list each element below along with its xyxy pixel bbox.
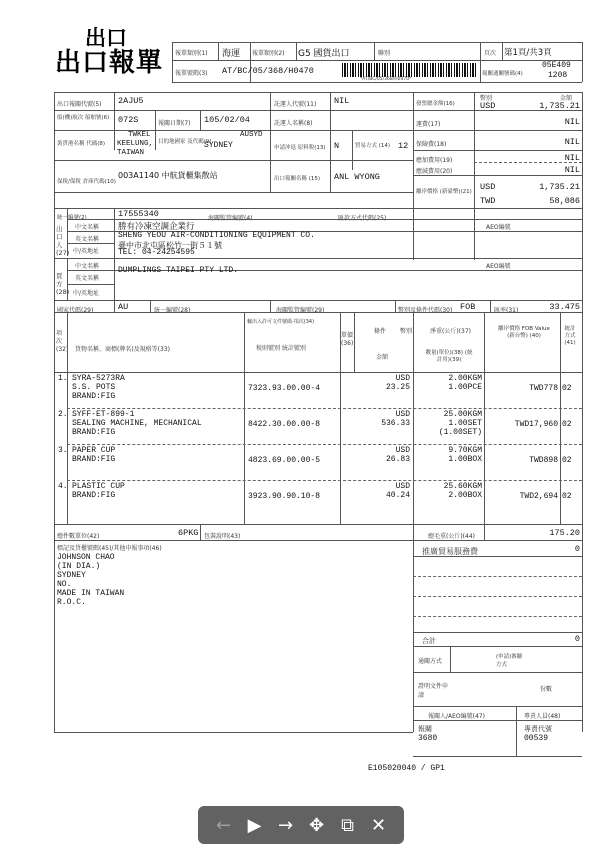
item-number: 2.: [58, 410, 68, 419]
aeo-buyer: AEO編號: [486, 263, 511, 270]
marks-line-1: JOHNSON CHAO: [57, 553, 115, 562]
amount-header: 金額: [376, 354, 389, 361]
type-label: 報單類別(2): [252, 50, 285, 57]
viewer-toolbar: [198, 806, 404, 844]
item-weight: 25.60KGM: [443, 482, 482, 491]
uniform2-label: 海關監管編號(4): [208, 215, 253, 222]
item-desc-3: BRAND:FIG: [72, 428, 116, 437]
date-label: 報關日期(7): [158, 120, 191, 127]
port-load-country: TAIWAN: [117, 149, 145, 157]
seller-tel: TEL: 04-24254595: [118, 248, 195, 257]
item-method: 02: [562, 492, 572, 501]
apply-value: N: [334, 141, 340, 151]
fob-total-value: 1,735.21: [539, 182, 580, 192]
vessel-label: 船(機)航次 船舶號(6): [57, 115, 110, 121]
rule: [67, 284, 114, 285]
rule: [395, 300, 396, 312]
rule: [474, 92, 475, 260]
item-method: 02: [562, 384, 572, 393]
rule: [413, 616, 582, 617]
rule: [54, 524, 582, 525]
item-number: 4.: [58, 482, 68, 491]
port-load-code: TWKEL: [128, 131, 151, 139]
title-big: 出口報單: [55, 48, 164, 78]
rule: [54, 258, 582, 259]
rule: [114, 208, 115, 312]
rule: [54, 372, 582, 373]
rule: [352, 130, 353, 170]
sub-label: 聯別: [378, 50, 391, 57]
barcode-text: *AT/BC/05/368/H0470*: [360, 77, 412, 82]
export-name-value: ANL WYONG: [334, 172, 380, 182]
transit-label: 保稅/保稅 倉庫代碼(10): [57, 179, 116, 185]
item-ccc-code: 4823.69.00.00-5: [248, 456, 321, 465]
insurance-label: 保險費(18): [416, 141, 447, 148]
uniform3-label: 統一編號(28): [154, 307, 191, 314]
rule: [244, 312, 245, 524]
rate-value: 33.475: [549, 302, 580, 312]
trade-label: 貿易方式 (14): [355, 143, 391, 149]
staff-label: 專責人員(48): [524, 713, 561, 720]
copies-label: 份數: [540, 686, 553, 693]
fob-total-label: 離岸價格 (新臺幣)(21): [416, 189, 472, 195]
desc-header: 貨物名稱、商標(牌名)及規格等(33): [75, 346, 170, 353]
seller-addr-value: 臺中市北屯區松竹一街５１號: [118, 241, 222, 250]
rule: [54, 732, 413, 733]
item-currency: USD: [395, 482, 410, 491]
marks-line-4: NO.: [57, 580, 72, 589]
item-quantity: 2.00BOX: [448, 491, 482, 500]
item-currency: USD: [395, 446, 410, 455]
qty-header: 數量(單位)(38) (統計用)(39): [425, 350, 473, 363]
fob-currency: USD: [480, 101, 496, 111]
inspect-label: 海關監管編號(29): [276, 307, 325, 314]
clearance-method-label: 通關方式: [418, 658, 443, 665]
shipper-code-label: 託運人代號(11): [274, 101, 317, 108]
fob-value: 1,735.21: [539, 101, 580, 111]
seller-side-label: 出口人(27): [56, 225, 70, 257]
item-weight: 9.70KGM: [448, 446, 482, 455]
fob-label: 發票總金額(16): [416, 101, 455, 107]
rule: [54, 110, 413, 111]
item-desc-2: BRAND:FIG: [72, 491, 116, 500]
shipper-label: 託運人名稱(8): [274, 120, 313, 127]
item-desc-2: BRAND:FIG: [72, 455, 116, 464]
ccc-header: 輸出入許可文件號碼-項次(34): [247, 319, 315, 325]
rule: [67, 208, 68, 256]
destination-label: 目的地國家 及代碼(9): [158, 139, 212, 145]
packages-value: 6PKG: [178, 528, 199, 538]
staff-value: 00539: [524, 734, 549, 743]
rule: [560, 312, 561, 524]
item-price: 40.24: [385, 491, 410, 500]
item-fob-value: TWD2,694: [519, 492, 558, 501]
item-number: 3.: [58, 446, 68, 455]
rule: [413, 596, 582, 597]
next-arrow-icon[interactable]: →: [277, 814, 294, 836]
rule: [172, 82, 582, 83]
terms-header: 條件: [374, 328, 387, 335]
rule: [582, 92, 583, 732]
rule: [450, 646, 451, 672]
seller-cn-label: 中文名稱: [75, 224, 100, 231]
port-load-city: KEELUNG,: [117, 140, 154, 148]
insurance-value: NIL: [564, 137, 580, 147]
seller-en-value: SHENG YEOU AIR-CONDITIONING EQUIPMENT CO.: [118, 231, 315, 240]
rule: [270, 300, 271, 312]
close-icon[interactable]: ✕: [370, 814, 387, 836]
seller-en-label: 英文名稱: [75, 236, 100, 243]
customs-label: 報單類別(1): [175, 50, 208, 57]
doc-label: 證明文件申請: [418, 683, 449, 699]
item-price: 536.33: [381, 419, 410, 428]
item-fob-value: TWD898: [529, 456, 558, 465]
buyer-cn-label: 中文名稱: [75, 263, 100, 270]
staff-title: 專責代號: [524, 725, 552, 733]
rule: [54, 130, 413, 131]
port-load-label: 裝貨港名稱 代碼(8): [57, 141, 106, 147]
buyer-side-label: 買方(28): [56, 272, 70, 296]
page-label: 頁次: [484, 50, 497, 57]
rule: [354, 312, 355, 372]
item-desc-2: S.S. POTS: [72, 383, 116, 392]
seller-addr-label: 中/英地址: [73, 248, 100, 255]
item-currency: USD: [395, 374, 410, 383]
rule: [413, 576, 582, 577]
item-ccc-code: 7323.93.00.00-4: [248, 384, 321, 393]
play-icon[interactable]: ▶: [247, 814, 262, 836]
fob-twd-value: 58,086: [549, 196, 580, 206]
rule: [413, 130, 582, 131]
rule: [413, 706, 582, 707]
transit-value: 003A1140 中航貨櫃集散站: [118, 171, 218, 180]
rule: [502, 42, 503, 60]
marks-line-5: MADE IN TAIWAN: [57, 589, 125, 598]
item-desc-1: SYRA-5273RA: [72, 374, 125, 383]
total-value: 0: [574, 634, 580, 644]
declaration-no-value: AT/BC/05/368/H0470: [222, 66, 314, 76]
destination-value: SYDNEY: [204, 141, 233, 150]
rule: [413, 92, 414, 260]
rule: [516, 706, 517, 756]
rule: [54, 192, 413, 193]
date-value: 105/02/04: [204, 115, 250, 125]
item-price: 26.83: [385, 455, 410, 464]
destination-code: AUSYD: [240, 131, 263, 139]
shipper-code-value: NIL: [334, 96, 350, 106]
rule: [484, 524, 485, 540]
item-ccc-code: 8422.30.00.00-8: [248, 420, 321, 429]
item-weight: 2.00KGM: [448, 374, 482, 383]
item-price: 23.25: [385, 383, 410, 392]
barcode: [342, 63, 477, 77]
buyer-en-value: DUMPLINGS TAIPEI PTY LTD.: [118, 266, 239, 275]
clearance-no-label: 報關通關號碼(4): [482, 71, 523, 77]
rule: [270, 92, 271, 192]
rule: [413, 756, 582, 757]
item-separator: [67, 480, 582, 481]
amount-label: 金額: [560, 95, 573, 102]
buyer-addr-label: 中/英地址: [73, 290, 100, 297]
rule: [54, 312, 582, 313]
rule: [114, 92, 115, 150]
country-label: 國家代碼(29): [57, 307, 94, 314]
document-id: E105020040 / GP1: [368, 764, 445, 773]
rule: [54, 160, 413, 161]
aeo-seller: AEO編號: [486, 224, 511, 231]
item-method: 02: [562, 420, 572, 429]
marks-line-3: SYDNEY: [57, 571, 86, 580]
apply-label: 申請沖退 原料稅(13): [274, 145, 326, 151]
add-label: 應加費用(19): [416, 157, 453, 164]
promo-label: 推廣貿易服務費: [422, 547, 478, 556]
item-currency: USD: [395, 410, 410, 419]
open-external-icon[interactable]: ⧉: [341, 814, 354, 836]
add-value: NIL: [564, 153, 580, 163]
marks-label: 標記及貨櫃號碼(45)/其他申報事項(46): [57, 545, 162, 552]
rule: [200, 110, 201, 130]
sub-value: NIL: [564, 165, 580, 175]
rule: [54, 92, 55, 732]
weight-header: 淨重(公斤)(37): [430, 328, 471, 335]
item-weight: 25.00KGM: [443, 410, 482, 419]
seller-cn-value: 勝有冷凍空調企業行: [118, 222, 195, 232]
freight-label: 運費(17): [416, 121, 441, 128]
item-desc-1: SYFF-ET-899-1: [72, 410, 135, 419]
rule: [172, 60, 582, 61]
item-desc-3: BRAND:FIG: [72, 392, 116, 401]
rule: [413, 110, 582, 111]
rule: [67, 258, 68, 300]
rule: [172, 42, 582, 43]
total-label: 合計: [422, 637, 436, 645]
declarant-label: 出口報關代號(5): [57, 101, 102, 108]
item-header: 項次(32): [56, 330, 69, 353]
declaration-no-label: 報單號碼(3): [175, 70, 208, 77]
unit-header: 單價(36): [341, 332, 354, 347]
broker-label: 報關: [418, 725, 432, 733]
apply-method-label: (申請)審驗方式: [496, 654, 523, 668]
rule: [413, 632, 582, 633]
gross-value: 175.20: [549, 528, 580, 538]
broker-value: 3680: [418, 734, 438, 743]
item-desc-1: PLASTIC CUP: [72, 482, 125, 491]
rule: [413, 175, 582, 176]
item-quantity-stat: (1.00SET): [438, 428, 482, 437]
remit-label: 匯款方式代碼(25): [338, 215, 387, 222]
previous-arrow-icon[interactable]: ←: [215, 814, 232, 836]
item-method: 02: [562, 456, 572, 465]
customs-value: 海運: [222, 49, 241, 59]
title-small: 出口: [85, 25, 127, 50]
rule: [413, 150, 582, 151]
item-desc-2: SEALING MACHINE, MECHANICAL: [72, 419, 202, 428]
rule: [54, 92, 582, 93]
sub-label: 應減費用(20): [416, 168, 453, 175]
item-fob-value: TWD17,960: [514, 420, 558, 429]
value-header: 離岸價格 FOB Value (新台幣) (40): [498, 326, 550, 339]
rule: [54, 300, 582, 301]
rule: [54, 540, 582, 541]
fob-total-currency: USD: [480, 182, 496, 192]
item-number: 1.: [58, 374, 68, 383]
fob-twd-currency: TWD: [480, 196, 496, 206]
freight-value: NIL: [564, 117, 580, 127]
terms-value: FOB: [460, 302, 476, 312]
method-header: 統計方式(41): [564, 326, 576, 346]
ccc-header-2: 稅則號別 統計號別: [256, 345, 306, 352]
rule: [582, 42, 583, 82]
move-icon[interactable]: ✥: [308, 814, 325, 836]
rule: [250, 42, 251, 82]
rule: [413, 672, 582, 673]
item-separator: [67, 408, 582, 409]
rate-label: 匯率(31): [494, 307, 519, 314]
buyer-en-label: 英文名稱: [75, 275, 100, 282]
rule: [474, 162, 582, 163]
item-quantity: 1.00BOX: [448, 455, 482, 464]
page-value: 第1頁/共3頁: [504, 48, 552, 58]
item-fob-value: TWD778: [529, 384, 558, 393]
declarant-value: 2AJU5: [118, 96, 144, 106]
aeo-footer-label: 報關人/AEO編號(47): [428, 713, 485, 720]
uniform-value: 17555340: [118, 209, 159, 219]
currency-header: 幣別: [400, 328, 413, 335]
rule: [296, 42, 297, 60]
rule: [413, 556, 582, 557]
rule: [330, 92, 331, 192]
rule: [374, 42, 375, 60]
rule: [484, 312, 485, 524]
rule: [218, 42, 219, 60]
promo-value: 0: [574, 544, 580, 554]
uniform-label: 統一編號(2): [57, 215, 87, 221]
item-ccc-code: 3923.90.90.10-8: [248, 492, 321, 501]
rule: [172, 42, 173, 82]
rule: [413, 720, 582, 721]
terms-label: 幣別及條件代碼(30): [398, 307, 453, 314]
item-quantity: 1.00PCE: [448, 383, 482, 392]
packages-label: 總件數單位(42): [57, 533, 100, 540]
country-value: AU: [118, 302, 129, 312]
rule: [67, 243, 114, 244]
marks-line-2: (IN DIA.): [57, 562, 101, 571]
rule: [480, 42, 481, 82]
trade-value: 12: [398, 141, 409, 151]
export-name-label: 出口報關名稱 (15): [274, 176, 321, 182]
rule: [490, 300, 491, 312]
item-quantity: 1.00SET: [448, 419, 482, 428]
type-value: G5 國貨出口: [298, 49, 350, 59]
item-desc-1: PAPER CUP: [72, 446, 116, 455]
item-separator: [67, 444, 582, 445]
currency-label: 幣別: [480, 95, 493, 102]
vessel-value: 072S: [118, 115, 139, 125]
rule: [413, 646, 582, 647]
marks-line-6: R.O.C.: [57, 598, 86, 607]
pack-label: 包裝說明(43): [204, 533, 241, 540]
clearance-no-value-1: 05E409: [542, 61, 571, 70]
gross-label: 總毛重(公斤)(44): [428, 533, 475, 540]
rule: [150, 300, 151, 312]
clearance-no-value-2: 1208: [548, 71, 568, 80]
rule: [200, 524, 201, 540]
